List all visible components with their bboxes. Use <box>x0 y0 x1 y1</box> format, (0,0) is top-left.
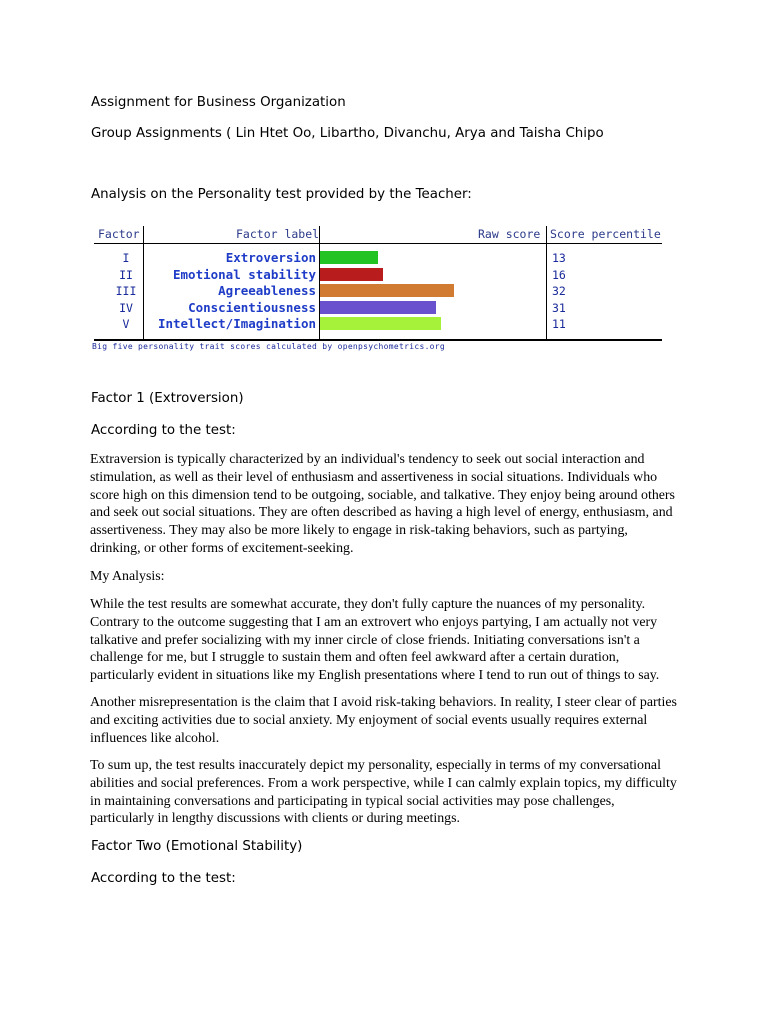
analysis-paragraph-2 <box>90 694 678 747</box>
column-header-factor: Factor <box>98 227 140 241</box>
analysis-paragraph-3 <box>90 757 678 828</box>
factor1-description <box>90 451 678 558</box>
factor-label: Extroversion <box>225 250 316 265</box>
raw-score-bar <box>320 317 441 330</box>
factor1-heading: Factor 1 (Extroversion) <box>91 391 244 406</box>
paragraph: My Analysis: <box>90 569 165 584</box>
factor-number: V <box>122 317 130 331</box>
factor-number: I <box>122 251 130 265</box>
chart-caption: Big five personality trait scores calculated by openpsychometrics.org <box>92 342 446 351</box>
factor-label: Intellect/Imagination <box>157 316 316 331</box>
paragraph: To sum up, the test results inaccurately depict my personality, especially in terms of my conversational abilities and social preferences. From a work perspective, while I can calmly explain topics, my difficulty in maintaining conversations and participating in typical social activities may pose challenges, particularly in lengthy discussions with clients or during meetings. <box>90 758 677 827</box>
column-header-raw-score: Raw score <box>478 227 541 241</box>
score-percentile: 11 <box>552 317 566 331</box>
divider <box>94 243 662 244</box>
big-five-chart <box>94 226 664 356</box>
intro-heading: Analysis on the Personality test provided by the Teacher: <box>91 187 472 202</box>
group-members: Group Assignments ( Lin Htet Oo, Libartho, Divanchu, Arya and Taisha Chipo <box>91 126 604 141</box>
factor-number: II <box>119 267 133 282</box>
factor-label: Emotional stability <box>173 266 316 282</box>
factor2-heading: Factor Two (Emotional Stability) <box>91 839 303 854</box>
raw-score-bar <box>320 301 436 314</box>
score-percentile: 31 <box>552 300 566 315</box>
raw-score-bar <box>320 284 454 297</box>
factor-label: Agreeableness <box>218 283 316 298</box>
column-header-factor-label: Factor label <box>236 227 320 241</box>
factor1-according: According to the test: <box>91 423 236 438</box>
score-percentile: 16 <box>552 267 566 282</box>
document-title: Assignment for Business Organization <box>91 95 346 110</box>
score-percentile: 32 <box>552 284 566 298</box>
column-header-score-percentile: Score percentile <box>550 227 661 241</box>
paragraph: While the test results are somewhat accurate, they don't fully capture the nuances of my personality. Contrary to the outcome suggesting that I am an extrovert who enjoys partying, I am actually not very talkative and prefer socializing with my inner circle of close friends. Initiating conversations isn't a challenge for me, but I struggle to sustain them and often feel awkward after a certain duration, particularly evident in situations like my English presentations where I tend to run out of things to say. <box>90 597 660 684</box>
my-analysis-label <box>90 568 678 586</box>
paragraph: Another misrepresentation is the claim that I avoid risk-taking behaviors. In reality, I steer clear of parties and exciting activities due to social anxiety. My enjoyment of social events usually requires external influences like alcohol. <box>90 695 677 746</box>
divider <box>94 339 662 341</box>
factor2-according: According to the test: <box>91 871 236 886</box>
factor-number: III <box>115 284 137 298</box>
score-percentile: 13 <box>552 251 566 265</box>
factor-number: IV <box>119 300 133 315</box>
analysis-paragraph-1 <box>90 596 678 685</box>
factor-label: Conscientiousness <box>188 299 316 315</box>
raw-score-bar <box>320 268 383 281</box>
paragraph: Extraversion is typically characterized by an individual's tendency to seek out social interaction and stimulation, as well as their level of enthusiasm and assertiveness in social situations. Individuals who score high on this dimension tend to be outgoing, sociable, and talkative. They enjoy being around others and seek out social situations. They are often described as having a high level of energy, enthusiasm, and assertiveness. They may also be more likely to engage in risk-taking behaviors, such as partying, drinking, or other forms of excitement-seeking. <box>90 452 675 556</box>
raw-score-bar <box>320 251 378 264</box>
